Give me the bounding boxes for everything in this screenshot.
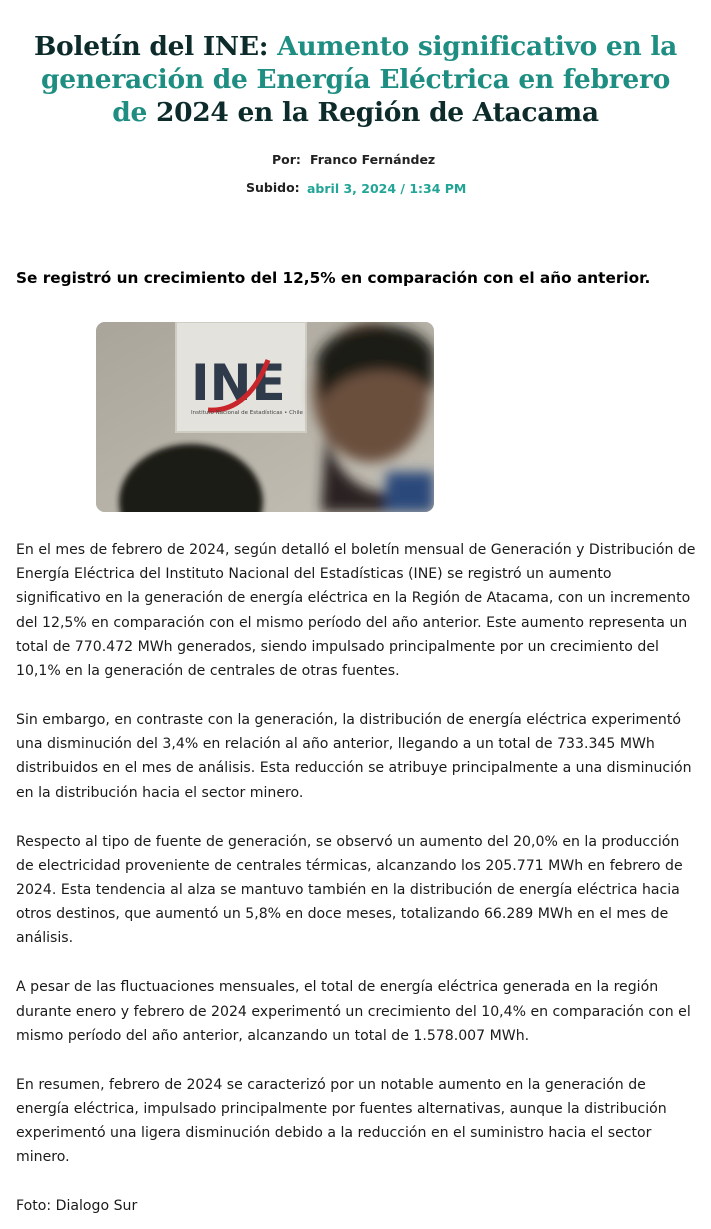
title-part-teal: Aumento significativo en la generación de Energía Eléctrica en febrero de	[41, 31, 678, 128]
upload-label: Subido:	[246, 180, 300, 195]
article-title	[20, 30, 691, 129]
author-link[interactable]: Franco Fernández	[310, 152, 436, 167]
article-photo	[96, 322, 434, 512]
photo-illustration	[96, 322, 434, 512]
byline-label: Por:	[272, 152, 301, 167]
body-paragraph: Respecto al tipo de fuente de generación, se observó un aumento del 20,0% en la producción de electricidad proveniente de centrales térmicas, alcanzando los 205.771 MWh en febrero de 2024. Esta tendencia al alza se mantuvo también en la distribución de energía eléctrica hacia otros destinos, que aumentó un 5,8% en doce meses, totalizando 66.289 MWh en el mes de análisis.	[16, 833, 683, 947]
article-body	[16, 538, 698, 1229]
body-paragraph: En el mes de febrero de 2024, según detalló el boletín mensual de Generación y Distribución de Energía Eléctrica del Instituto Nacional del Estadísticas (INE) se registró un aumento significativo en la generación de energía eléctrica en la Región de Atacama, con un incremento del 12,5% en comparación con el mismo período del año anterior. Este aumento representa un total de 770.472 MWh generados, siendo impulsado principalmente por un crecimiento del 10,1% en la generación de centrales de otras fuentes.	[16, 542, 696, 680]
article-lead: Se registró un crecimiento del 12,5% en comparación con el año anterior.	[16, 269, 651, 287]
ine-sign-caption: Instituto Nacional de Estadísticas • Chile	[191, 410, 303, 416]
title-part-dark: Boletín del INE:	[33, 31, 278, 62]
body-paragraph: A pesar de las fluctuaciones mensuales, el total de energía eléctrica generada en la región durante enero y febrero de 2024 experimentó un crecimiento del 10,4% en comparación con el mismo período del año anterior, alcanzando un total de 1.578.007 MWh.	[16, 979, 691, 1044]
photo-credit: Foto: Dialogo Sur	[16, 1198, 138, 1215]
upload-row	[0, 180, 711, 200]
byline-row	[0, 152, 711, 172]
ine-sign-logo: INE	[191, 354, 286, 412]
publish-date: abril 3, 2024 / 1:34 PM	[307, 181, 467, 196]
body-paragraph: En resumen, febrero de 2024 se caracterizó por un notable aumento en la generación de energía eléctrica, impulsado principalmente por fuentes alternativas, aunque la distribución experimentó una ligera disminución debido a la reducción en el suministro hacia el sector minero.	[16, 1076, 667, 1166]
body-paragraph: Sin embargo, en contraste con la generación, la distribución de energía eléctrica experimentó una disminución del 3,4% en relación al año anterior, llegando a un total de 733.345 MWh distribuidos en el mes de análisis. Esta reducción se atribuye principalmente a una disminución en la distribución hacia el sector minero.	[16, 712, 692, 801]
title-part-dark-2: 2024 en la Región de Atacama	[147, 97, 599, 128]
